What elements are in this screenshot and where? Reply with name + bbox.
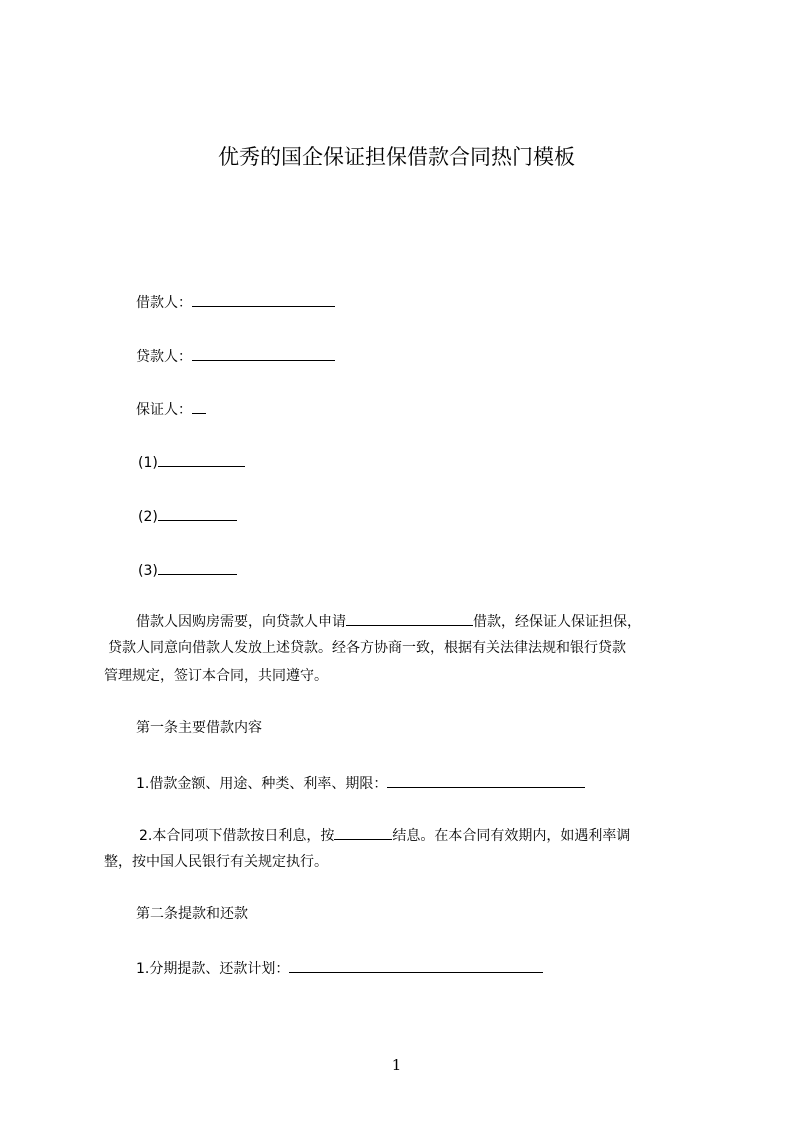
preamble-text-2: 借款，经保证人保证担保， bbox=[473, 614, 641, 630]
article-1-item-2-line-1 bbox=[139, 824, 630, 846]
guarantor-item-1 bbox=[138, 451, 245, 473]
interest-settlement-blank[interactable] bbox=[334, 824, 392, 840]
borrower-label: 借款人： bbox=[136, 295, 192, 311]
repayment-plan-blank[interactable] bbox=[289, 957, 543, 973]
lender-label: 贷款人： bbox=[136, 349, 192, 365]
article-1-heading: 第一条主要借款内容 bbox=[136, 720, 262, 736]
preamble-text-1: 借款人因购房需要，向贷款人申请 bbox=[136, 614, 346, 630]
lender-line bbox=[136, 345, 335, 367]
article-1-item-1-label: 1.借款金额、用途、种类、利率、期限： bbox=[136, 776, 388, 792]
guarantor-item-2 bbox=[138, 505, 237, 527]
guarantor-item-3-blank[interactable] bbox=[158, 559, 237, 575]
article-2-item-1-label: 1.分期提款、还款计划： bbox=[136, 961, 290, 977]
borrower-line bbox=[136, 291, 335, 313]
document-title: 优秀的国企保证担保借款合同热门模板 bbox=[218, 145, 575, 169]
guarantor-label: 保证人： bbox=[136, 402, 192, 418]
guarantor-blank[interactable] bbox=[192, 398, 206, 414]
article-1-item-1 bbox=[136, 772, 585, 794]
guarantor-line bbox=[136, 398, 206, 420]
loan-details-blank[interactable] bbox=[387, 772, 585, 788]
preamble-line-1 bbox=[136, 610, 641, 632]
guarantor-item-1-blank[interactable] bbox=[158, 451, 245, 467]
guarantor-item-1-label: (1) bbox=[138, 455, 158, 471]
loan-amount-blank[interactable] bbox=[346, 610, 473, 626]
lender-blank[interactable] bbox=[192, 345, 335, 361]
article-1-item-2-text-2: 结息。在本合同有效期内，如遇利率调 bbox=[392, 828, 631, 844]
guarantor-item-3-label: (3) bbox=[138, 563, 158, 579]
preamble-line-3: 管理规定，签订本合同，共同遵守。 bbox=[104, 668, 328, 684]
article-1-item-2-text-1: 2.本合同项下借款按日利息，按 bbox=[139, 828, 335, 844]
article-2-heading: 第二条提款和还款 bbox=[136, 906, 248, 922]
guarantor-item-2-blank[interactable] bbox=[158, 505, 237, 521]
article-2-item-1 bbox=[136, 957, 543, 979]
preamble-line-2: 贷款人同意向借款人发放上述贷款。经各方协商一致，根据有关法律法规和银行贷款 bbox=[108, 640, 626, 656]
guarantor-item-2-label: (2) bbox=[138, 509, 158, 525]
page-number: 1 bbox=[391, 1056, 402, 1074]
borrower-blank[interactable] bbox=[192, 291, 335, 307]
article-1-item-2-line-2: 整，按中国人民银行有关规定执行。 bbox=[104, 854, 328, 870]
guarantor-item-3 bbox=[138, 559, 237, 581]
